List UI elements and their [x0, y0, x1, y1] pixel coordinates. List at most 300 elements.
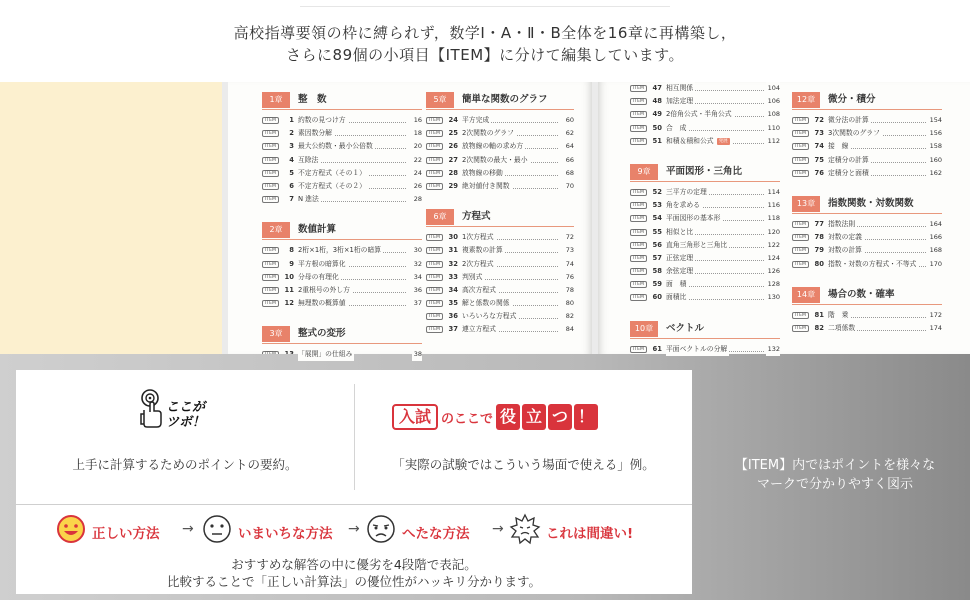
scale-arrow: →	[492, 521, 504, 537]
item-name	[666, 265, 695, 278]
item-name-text: 不定方程式（その１）	[298, 168, 366, 177]
book-spread-image	[0, 82, 970, 359]
chapter-title: ベクトル	[666, 322, 705, 334]
item-name-text: 余弦定理	[666, 267, 694, 276]
item-tag: ITEM	[426, 117, 443, 124]
item-name	[298, 167, 368, 180]
item-page: 37	[412, 297, 422, 310]
item-name	[666, 82, 695, 95]
item-name	[298, 114, 348, 127]
item-number: 58	[652, 267, 662, 276]
item-tag: ITEM	[262, 261, 279, 268]
item-number: 56	[652, 240, 662, 249]
toc-item	[426, 167, 574, 180]
item-name-text: 互除法	[298, 155, 319, 164]
item-page: 70	[564, 180, 574, 193]
item-page: 62	[564, 127, 574, 140]
toc-column	[262, 90, 422, 375]
item-name	[828, 127, 882, 140]
item-page: 118	[766, 212, 780, 225]
chapter-heading	[792, 90, 942, 110]
item-name-text: 複素数の計算	[462, 246, 503, 255]
item-page: 160	[928, 154, 942, 167]
item-page: 84	[564, 323, 574, 336]
item-number: 36	[448, 312, 458, 321]
toc-item	[262, 193, 422, 206]
item-page: 116	[766, 199, 780, 212]
item-name-text: 合 成	[666, 123, 687, 132]
item-name	[462, 140, 525, 153]
item-name-text: 正弦定理	[666, 253, 694, 262]
item-tag: ITEM	[426, 157, 443, 164]
item-number: 61	[652, 344, 662, 353]
item-name	[298, 271, 341, 284]
item-page: 16	[412, 114, 422, 127]
item-tag: ITEM	[630, 255, 647, 262]
item-tag: ITEM	[792, 157, 809, 164]
toc-item	[426, 258, 574, 271]
item-name-text: 絶対値付き関数	[462, 181, 510, 190]
item-page: 168	[928, 244, 942, 257]
item-number: 81	[814, 310, 824, 319]
item-name-text: 二項係数	[828, 323, 856, 332]
chapter-number: 10章	[630, 321, 658, 337]
toc-item-list	[792, 309, 942, 335]
item-tag: ITEM	[792, 234, 809, 241]
item-tag: ITEM	[262, 274, 279, 281]
chapter-number: 13章	[792, 196, 820, 212]
item-name	[666, 95, 695, 108]
item-tag: ITEM	[426, 287, 443, 294]
scale-label-wrong: これは間違い!	[546, 526, 634, 542]
toc-item	[792, 114, 942, 127]
item-page: 38	[412, 348, 422, 361]
item-name	[462, 323, 498, 336]
item-name	[666, 343, 729, 356]
item-name-text: 階 乗	[828, 310, 849, 319]
item-name	[828, 244, 864, 257]
toc-item	[792, 258, 942, 271]
item-name-text: 最大公約数・最小公倍数	[298, 142, 373, 151]
item-number: 26	[448, 142, 458, 151]
toc-item	[630, 252, 780, 265]
toc-item	[630, 291, 780, 304]
item-name-text: 面積比	[666, 293, 687, 302]
item-page: 156	[928, 127, 942, 140]
item-tag: ITEM	[630, 346, 647, 353]
item-name-text: 放物線の移動	[462, 168, 503, 177]
happy-face-icon	[56, 514, 86, 544]
item-tag: ITEM	[262, 196, 279, 203]
chapter-title: 平面図形・三角比	[666, 165, 743, 177]
toc-item	[262, 244, 422, 257]
item-number: 27	[448, 155, 458, 164]
toc-item	[262, 154, 422, 167]
toc-item	[630, 122, 780, 135]
toc-item	[792, 167, 942, 180]
nyushi-cell: ！	[574, 404, 598, 430]
toc-item	[426, 271, 574, 284]
tsubo-line-1: ここが	[166, 400, 206, 415]
item-tag: ITEM	[262, 157, 279, 164]
toc-item	[792, 309, 942, 322]
item-page: 36	[412, 284, 422, 297]
item-number: 6	[289, 181, 294, 190]
item-name-text: 「展開」の仕組み	[298, 350, 353, 359]
item-number: 80	[814, 259, 824, 268]
item-page: 30	[412, 244, 422, 257]
chapter-heading	[630, 162, 780, 182]
item-tag: ITEM	[262, 117, 279, 124]
toc-item-list	[792, 114, 942, 180]
item-name-text: 1次方程式	[462, 233, 494, 242]
item-number: 48	[652, 97, 662, 106]
toc-item-list	[262, 114, 422, 206]
toc-item	[262, 114, 422, 127]
item-tag: ITEM	[792, 325, 809, 332]
item-number: 31	[448, 246, 458, 255]
item-number: 4	[289, 155, 294, 164]
item-tag: ITEM	[262, 300, 279, 307]
intro-line-2: さらに89個の小項目【ITEM】に分けて編集しています。	[286, 46, 684, 64]
toc-item	[630, 108, 780, 121]
item-name	[666, 291, 688, 304]
item-name-text: 微分法の計算	[828, 116, 869, 124]
item-page: 24	[412, 167, 422, 180]
item-name-text: 接 線	[828, 142, 849, 151]
item-number: 12	[284, 299, 294, 308]
item-name	[298, 284, 352, 297]
item-name	[298, 154, 320, 167]
item-tag: ITEM	[426, 261, 443, 268]
item-name-text: 放物線の軸の求め方	[462, 142, 524, 151]
item-page: 60	[564, 114, 574, 127]
item-page: 26	[412, 180, 422, 193]
item-tag: ITEM	[262, 247, 279, 254]
item-page: 72	[564, 231, 574, 244]
item-tag: ITEM	[792, 261, 809, 268]
item-tag: ITEM	[426, 313, 443, 320]
item-page: 28	[412, 193, 422, 206]
item-page: 32	[412, 258, 422, 271]
tsubo-description: 上手に計算するためのポイントの要約。	[72, 457, 298, 472]
chapter-title: 数値計算	[298, 224, 337, 236]
meh-face-icon	[202, 514, 232, 544]
toc-item	[630, 135, 780, 148]
item-name-text: 約数の見つけ方	[298, 116, 346, 124]
item-page: 73	[564, 244, 574, 257]
item-name	[666, 278, 688, 291]
item-page: 108	[766, 108, 780, 121]
item-tag: ITEM	[630, 281, 647, 288]
item-page: 104	[766, 82, 780, 95]
item-tag: ITEM	[792, 143, 809, 150]
item-name-text: 2桁×1桁，3桁×1桁の暗算	[298, 246, 382, 255]
item-name-text: 指数・対数の方程式・不等式	[828, 259, 917, 268]
legend-card	[16, 370, 692, 594]
item-name-text: 2次方程式	[462, 259, 494, 268]
item-page: 76	[564, 271, 574, 284]
item-number: 25	[448, 129, 458, 138]
item-number: 24	[448, 116, 458, 124]
item-number: 11	[284, 285, 294, 294]
item-number: 5	[289, 168, 294, 177]
chapter-heading	[262, 220, 422, 240]
toc-item	[792, 322, 942, 335]
item-name-text: 角を求める	[666, 201, 700, 210]
item-name	[666, 186, 709, 199]
item-tag: ITEM	[262, 130, 279, 137]
item-name-text: 和積＆積和公式	[666, 136, 714, 145]
chapter-title: 指数関数・対数関数	[828, 197, 914, 209]
item-page: 74	[564, 258, 574, 271]
item-tag: ITEM	[792, 247, 809, 254]
item-tag: ITEM	[630, 242, 647, 249]
item-name	[828, 218, 857, 231]
toc-item-list	[792, 218, 942, 271]
item-name-text: 平面図形の基本形	[666, 214, 721, 223]
toc-item	[792, 231, 942, 244]
item-name-text: 高次方程式	[462, 285, 496, 294]
chapter-title: 微分・積分	[828, 94, 876, 105]
intro-line-1: 高校指導要領の枠に縛られず，数学Ⅰ・A・Ⅱ・B全体を16章に再構築し，	[233, 24, 737, 42]
item-name	[298, 297, 348, 310]
item-page: 124	[766, 252, 780, 265]
toc-column	[792, 90, 942, 349]
item-tag: ITEM	[792, 312, 809, 319]
item-page: 174	[928, 322, 942, 335]
item-name-text: 分母の有理化	[298, 272, 339, 281]
item-page: 22	[412, 154, 422, 167]
toc-item-list	[630, 82, 780, 148]
item-page: 80	[564, 297, 574, 310]
item-page: 110	[766, 122, 780, 135]
item-name	[828, 258, 918, 271]
toc-item	[792, 140, 942, 153]
item-tag: ITEM	[630, 85, 647, 92]
spiky-wrong-icon	[510, 514, 540, 544]
toc-item	[426, 310, 574, 323]
nyushi-cell: つ	[548, 404, 572, 430]
scale-description-line-2: 比較することで「正しい計算法」の優位性がハッキリ分かります。	[166, 574, 541, 589]
toc-item	[630, 226, 780, 239]
item-name	[828, 114, 871, 127]
item-number: 59	[652, 280, 662, 289]
chapter-title: 方程式	[462, 211, 491, 223]
item-number: 47	[652, 84, 662, 92]
toc-item	[262, 180, 422, 193]
item-number: 51	[652, 136, 662, 145]
toc-item	[426, 323, 574, 336]
legend-vertical-divider	[354, 384, 355, 490]
item-page: 68	[564, 167, 574, 180]
toc-item	[262, 167, 422, 180]
item-number: 33	[448, 272, 458, 281]
item-note-line-1: 【ITEM】内ではポイントを様々な	[734, 458, 936, 473]
chapter-heading	[426, 90, 574, 110]
item-tag: ITEM	[630, 98, 647, 105]
item-name	[666, 199, 702, 212]
item-number: 30	[448, 233, 458, 242]
intro-text	[0, 22, 970, 66]
item-number: 54	[652, 214, 662, 223]
item-name	[828, 322, 857, 335]
tsubo-line-2: ツボ！	[166, 415, 206, 430]
item-tag: ITEM	[426, 143, 443, 150]
toc-column	[426, 90, 574, 351]
item-page: 122	[766, 239, 780, 252]
item-name-text: 平方完成	[462, 116, 490, 124]
toc-item	[630, 199, 780, 212]
item-name	[462, 154, 530, 167]
toc-item	[426, 154, 574, 167]
item-number: 78	[814, 233, 824, 242]
toc-item	[262, 127, 422, 140]
toc-item	[262, 284, 422, 297]
item-number: 34	[448, 285, 458, 294]
item-number: 8	[289, 246, 294, 255]
item-name	[666, 212, 722, 225]
item-number: 82	[814, 323, 824, 332]
item-name-text: 平方根の暗算化	[298, 259, 346, 268]
chapter-number: 12章	[792, 92, 820, 108]
top-divider	[300, 6, 670, 7]
item-tag: ITEM	[792, 117, 809, 124]
item-tag: ITEM	[426, 234, 443, 241]
toc-item	[262, 297, 422, 310]
item-name-text: 2重根号の外し方	[298, 285, 350, 294]
legend-section	[0, 354, 970, 600]
nyushi-cell: 役	[496, 404, 520, 430]
item-name	[666, 122, 688, 135]
item-name-text: 指数法則	[828, 219, 856, 228]
item-name-text: 定積分の計算	[828, 155, 869, 164]
chapter-title: 整式の変形	[298, 328, 346, 340]
chapter-heading	[792, 285, 942, 305]
item-number: 1	[289, 116, 294, 124]
toc-item-list	[630, 186, 780, 305]
item-name-text: 解と係数の関係	[462, 299, 510, 308]
item-page: 34	[412, 271, 422, 284]
item-name-text: 無理数の概算値	[298, 299, 346, 308]
item-tag: ITEM	[426, 300, 443, 307]
item-page: 162	[928, 167, 942, 180]
toc-item	[426, 114, 574, 127]
scale-arrow: →	[182, 521, 194, 537]
item-number: 79	[814, 246, 824, 255]
item-page: 128	[766, 278, 780, 291]
item-tag: ITEM	[630, 202, 647, 209]
item-page: 120	[766, 226, 780, 239]
item-name	[666, 239, 729, 252]
item-name-text: N 進法	[298, 195, 319, 204]
item-tag: ITEM	[792, 130, 809, 137]
chapter-number: 2章	[262, 222, 290, 238]
chapter-title: 場合の数・確率	[828, 288, 895, 300]
item-name	[462, 231, 496, 244]
item-name	[462, 244, 505, 257]
chapter-heading	[262, 90, 422, 110]
toc-item	[426, 180, 574, 193]
item-page: 172	[928, 309, 942, 322]
item-name-text: 判別式	[462, 272, 483, 281]
toc-item	[792, 218, 942, 231]
item-tag: ITEM	[426, 183, 443, 190]
item-name	[462, 114, 491, 127]
item-name	[828, 309, 850, 322]
item-name	[462, 180, 512, 193]
item-name	[462, 167, 505, 180]
toc-item	[426, 127, 574, 140]
scale-description	[16, 556, 692, 590]
rating-scale	[56, 514, 656, 550]
item-name	[462, 297, 512, 310]
scale-description-line-1: おすすめな解答の中に優劣を4段階で表記。	[231, 557, 477, 572]
toc-item	[630, 82, 780, 95]
item-name-text: 対数の計算	[828, 246, 862, 255]
toc-item	[792, 244, 942, 257]
item-name-text: いろいろな方程式	[462, 312, 517, 321]
chapter-number: 14章	[792, 287, 820, 303]
item-page: 20	[412, 140, 422, 153]
toc-item	[426, 244, 574, 257]
item-page: 170	[928, 258, 942, 271]
toc-item	[426, 140, 574, 153]
item-tag: ITEM	[630, 294, 647, 301]
toc-page-right	[598, 82, 970, 354]
item-name	[828, 140, 850, 153]
item-name	[298, 348, 354, 361]
chapter-number: 9章	[630, 164, 658, 180]
item-note-line-2: マークで分かりやすく図示	[756, 477, 913, 492]
item-tag: ITEM	[630, 111, 647, 118]
item-tag: ITEM	[630, 268, 647, 275]
item-number: 28	[448, 168, 458, 177]
item-number: 60	[652, 293, 662, 302]
item-name	[298, 193, 321, 206]
item-page: 126	[766, 265, 780, 278]
item-number: 57	[652, 253, 662, 262]
item-name-text: 面 積	[666, 280, 687, 289]
chapter-title: 整 数	[298, 94, 327, 105]
item-name	[828, 154, 871, 167]
item-number: 7	[289, 195, 294, 204]
item-number: 52	[652, 187, 662, 196]
item-page: 82	[564, 310, 574, 323]
item-page: 164	[928, 218, 942, 231]
item-name	[298, 127, 334, 140]
item-page: 18	[412, 127, 422, 140]
item-number: 76	[814, 168, 824, 177]
toc-item	[426, 231, 574, 244]
chapter-heading	[792, 194, 942, 214]
pointing-hand-icon	[135, 388, 165, 428]
item-name-text: 相似と比	[666, 227, 694, 236]
nyushi-cell: 立	[522, 404, 546, 430]
scale-label-correct: 正しい方法	[92, 526, 160, 542]
item-name	[298, 180, 368, 193]
item-page: 64	[564, 140, 574, 153]
item-name-text: 対数の定義	[828, 233, 862, 242]
item-name	[462, 258, 496, 271]
chapter-heading	[262, 324, 422, 344]
item-number: 53	[652, 201, 662, 210]
item-page: 158	[928, 140, 942, 153]
item-number: 9	[289, 259, 294, 268]
item-name	[298, 258, 348, 271]
item-tag: ITEM	[630, 125, 647, 132]
toc-item	[630, 186, 780, 199]
